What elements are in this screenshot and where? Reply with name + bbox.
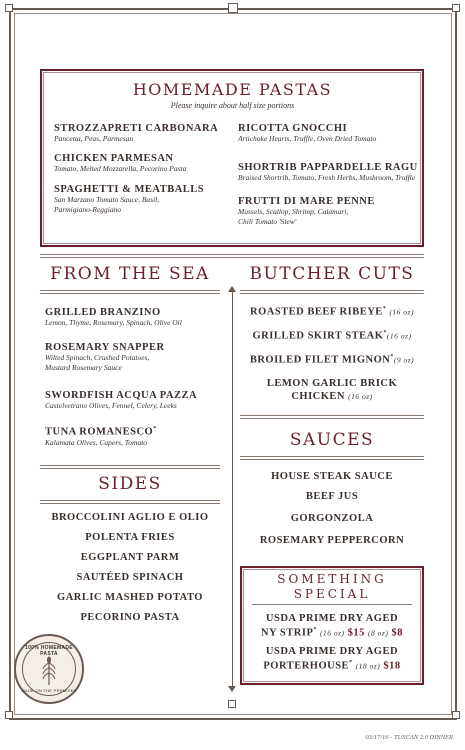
item-desc: Castelvetrano Olives, Fennel, Celery, Leeks <box>45 401 177 410</box>
item-name: PORTERHOUSE <box>263 660 350 672</box>
badge-text: MADE ON THE PREMISES <box>21 688 77 693</box>
item-desc: Wilted Spinach, Crushed Potatoes, <box>45 353 150 362</box>
butcher-item <box>240 391 424 402</box>
side-item: POLENTA FRIES <box>85 532 175 543</box>
item-name: RICOTTA GNOCCHI <box>238 123 348 134</box>
sauce-item: GORGONZOLA <box>290 513 374 524</box>
sauce-item: BEEF JUS <box>305 491 359 502</box>
sauces-title: SAUCES <box>289 430 375 450</box>
asterisk: * <box>390 354 394 360</box>
divider <box>240 415 424 419</box>
menu-item <box>238 196 375 227</box>
item-name: FRUTTI DI MARE PENNE <box>238 196 375 207</box>
side-item: EGGPLANT PARM <box>80 552 180 563</box>
pastas-title: HOMEMADE PASTAS <box>132 80 333 99</box>
item-name: SWORDFISH ACQUA PAZZA <box>45 390 198 401</box>
frame-corner <box>452 4 460 12</box>
menu-item <box>45 342 165 373</box>
divider <box>40 465 220 469</box>
item-name: BROILED FILET MIGNON <box>249 354 391 366</box>
asterisk: * <box>313 627 317 633</box>
butcher-item <box>240 306 424 318</box>
divider <box>40 500 220 504</box>
special-item-line <box>240 660 424 672</box>
menu-item <box>54 153 186 174</box>
side-item: PECORINO PASTA <box>80 612 180 623</box>
menu-item <box>45 426 157 448</box>
wheat-icon <box>36 655 62 687</box>
item-desc: Parmigiano-Reggiano <box>54 205 122 214</box>
pastas-subtitle: Please inquire about half size portions <box>170 101 295 110</box>
item-desc: Braised Shortrib, Tomato, Fresh Herbs, Mushroom, Truffle <box>238 173 416 182</box>
item-name: ROSEMARY SNAPPER <box>45 342 165 353</box>
item-size: (8 oz) <box>368 628 389 638</box>
item-size: (16 oz) <box>386 331 412 341</box>
item-desc: San Marzano Tomato Sauce, Basil, <box>54 195 160 204</box>
special-item-line: USDA PRIME DRY AGED <box>265 646 399 657</box>
sea-title: FROM THE SEA <box>50 264 210 284</box>
frame-ornament-bottom <box>228 700 236 708</box>
asterisk: * <box>383 330 387 336</box>
item-desc: Chili Tomato 'Stew' <box>238 217 297 226</box>
item-price: $8 <box>391 627 403 639</box>
frame-ornament-top <box>228 3 238 13</box>
item-name: CHICKEN <box>291 391 345 402</box>
divider <box>252 604 412 605</box>
item-size: (18 oz) <box>355 661 381 671</box>
butcher-item <box>240 354 424 366</box>
arrow-up-icon <box>228 286 236 292</box>
side-item: GARLIC MASHED POTATO <box>57 592 203 603</box>
asterisk: * <box>349 660 353 666</box>
item-desc: Mussels, Scallop, Shrimp, Calamari, <box>238 207 349 216</box>
menu-item <box>238 162 418 183</box>
butcher-title: BUTCHER CUTS <box>249 264 415 284</box>
item-desc: Pancetta, Peas, Parmesan <box>54 134 134 143</box>
item-size: (9 oz) <box>393 355 415 365</box>
asterisk: * <box>382 306 387 312</box>
item-name: NY STRIP <box>261 627 314 639</box>
special-item-line: USDA PRIME DRY AGED <box>265 613 399 624</box>
menu-item <box>45 307 182 328</box>
menu-item <box>238 123 376 144</box>
asterisk: * <box>153 426 157 432</box>
item-size: (16 oz) <box>348 392 373 401</box>
item-desc: Lemon, Thyme, Rosemary, Spinach, Olive Oil <box>45 318 182 327</box>
item-name-text: TUNA ROMANESCO <box>45 426 154 438</box>
special-title-line2: SPECIAL <box>293 587 371 601</box>
frame-corner <box>5 4 13 12</box>
column-divider <box>232 290 233 690</box>
frame-corner <box>452 711 460 719</box>
badge-text: 100% HOMEMADE PASTA <box>25 645 73 657</box>
item-name: SHORTRIB PAPPARDELLE RAGU <box>238 162 418 173</box>
item-desc: Kalamata Olives, Capers, Tomato <box>45 437 148 447</box>
sauce-item: ROSEMARY PEPPERCORN <box>259 535 405 546</box>
butcher-item: LEMON GARLIC BRICK <box>266 378 398 389</box>
menu-item <box>54 184 204 215</box>
item-size: (16 oz) <box>319 628 345 638</box>
divider <box>240 290 424 294</box>
item-name: ROASTED BEEF RIBEYE <box>250 306 383 318</box>
item-price: $15 <box>347 627 365 639</box>
special-title-line1: SOMETHING <box>277 572 387 586</box>
item-name <box>45 426 157 438</box>
item-desc: Tomato, Melted Mozzarella, Pecorino Pasta <box>54 164 187 173</box>
divider <box>240 456 424 460</box>
arrow-down-icon <box>228 686 236 692</box>
sides-title: SIDES <box>98 474 162 494</box>
butcher-item <box>240 330 424 342</box>
divider <box>40 254 424 258</box>
menu-item <box>45 390 197 411</box>
menu-footer: 03/17/16 - TUSCAN 2.0 DINNER <box>365 734 453 741</box>
side-item: SAUTÉED SPINACH <box>76 572 184 583</box>
item-price: $18 <box>383 660 401 672</box>
item-name: STROZZAPRETI CARBONARA <box>54 123 219 134</box>
item-size: (16 oz) <box>389 307 414 317</box>
item-desc: Mustard Rosemary Sauce <box>45 363 122 372</box>
item-name: GRILLED SKIRT STEAK <box>252 330 384 342</box>
menu-item <box>54 123 218 144</box>
item-name: SPAGHETTI & MEATBALLS <box>54 184 205 195</box>
item-name: CHICKEN PARMESAN <box>54 153 174 164</box>
item-desc: Artichoke Hearts, Truffle, Oven Dried Tomato <box>238 134 377 143</box>
side-item: BROCCOLINI AGLIO E OLIO <box>51 512 209 523</box>
special-item-line <box>240 627 424 639</box>
frame-corner <box>5 711 13 719</box>
item-name: GRILLED BRANZINO <box>45 307 161 318</box>
sauce-item: HOUSE STEAK SAUCE <box>271 471 393 482</box>
divider <box>40 290 220 294</box>
